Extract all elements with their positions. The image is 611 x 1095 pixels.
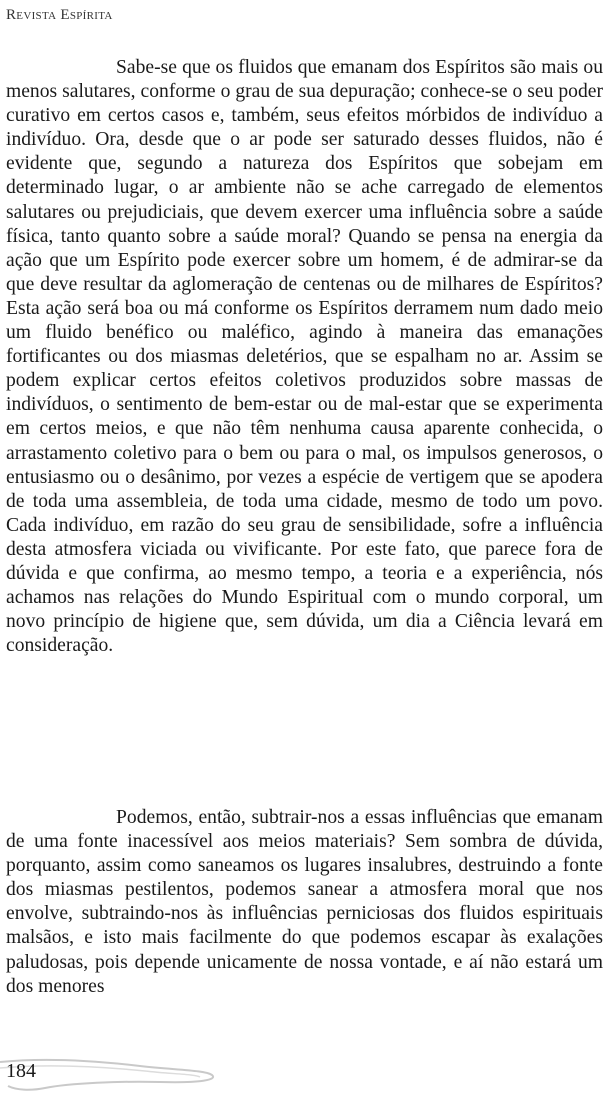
page-number: 184 [6, 1060, 36, 1082]
body-paragraph-1: Sabe-se que os fluidos que emanam dos Espíritos são mais ou menos salutares, conforme o grau de sua depuração; conhece-se o seu poder curativo em certos casos e, também, seus efeitos mórbidos de indivíduo a indivíduo. Ora, desde que o ar pode ser saturado desses fluidos, não é evidente que, segundo a natureza dos Espíritos que sobejam em determinado lugar, o ar ambiente não se ache carregado de elementos salutares ou prejudiciais, que devem exercer uma influência sobre a saúde física, tanto quanto sobre a saúde moral? Quando se pensa na energia da ação que um Espírito pode exercer sobre um homem, é de admirar-se da que deve resultar da aglomeração de centenas ou de milhares de Espíritos? Esta ação será boa ou má conforme os Espíritos derramem num dado meio um fluido benéfico ou maléfico, agindo à maneira das emanações fortificantes ou dos miasmas deletérios, que se espalham no ar. Assim se podem explicar certos efeitos coletivos produzidos sobre massas de indivíduos, o sentimento de bem-estar ou de mal-estar que se experimenta em certos meios, e que não têm nenhuma causa aparente conhecida, o arrastamento coletivo para o bem ou para o mal, os impulsos generosos, o entusiasmo ou o desânimo, por vezes a espécie de vertigem que se apodera de toda uma assembleia, de toda uma cidade, mesmo de todo um povo. Cada indivíduo, em razão do seu grau de sensibilidade, sofre a influência desta atmosfera viciada ou vivificante. Por este fato, que parece fora de dúvida e que confirma, ao mesmo tempo, a teoria e a experiência, nós achamos nas relações do Mundo Espiritual com o mundo corporal, um novo princípio de higiene que, sem dúvida, um dia a Ciência levará em consideração. [6, 57, 603, 657]
body-paragraph-2: Podemos, então, subtrair-nos a essas influências que emanam de uma fonte inacessível aos meios materiais? Sem sombra de dúvida, porquanto, assim como saneamos os lugares insalubres, destruindo a fonte dos miasmas pestilentos, podemos sanear a atmosfera moral que nos envolve, subtraindo-nos às influências perniciosas dos fluidos espirituais malsãos, e isto mais facilmente do que podemos escapar às exalações paludosas, pois depende unicamente de nossa vontade, e aí não estará um dos menores [6, 807, 603, 997]
running-header: Revista Espírita [6, 7, 113, 23]
